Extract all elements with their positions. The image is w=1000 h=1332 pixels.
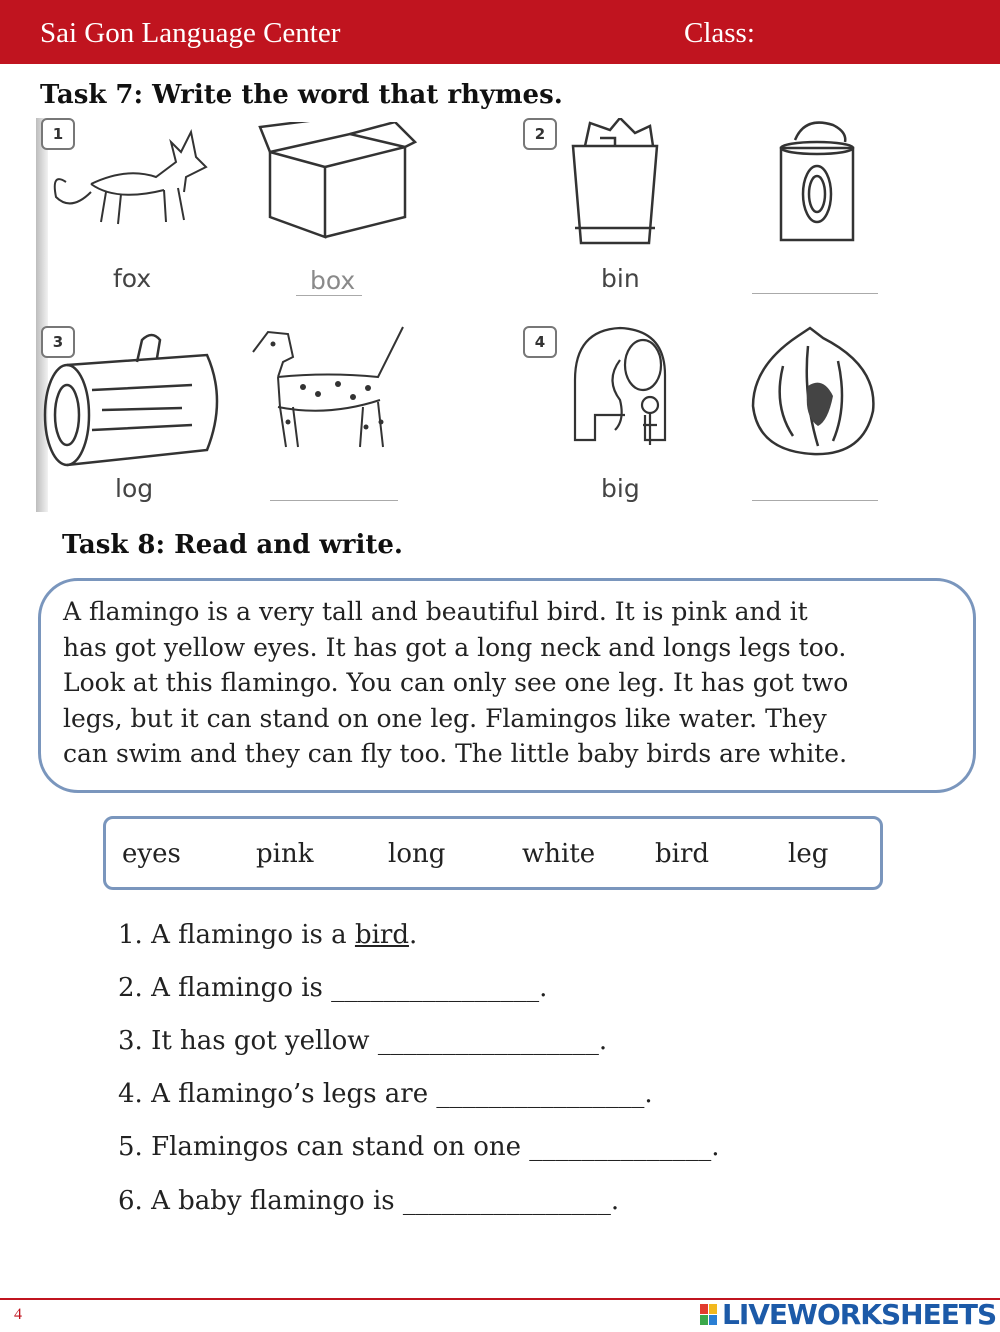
dog-icon <box>248 322 413 452</box>
question-number: 5. <box>118 1132 143 1162</box>
task8-title: Task 8: Read and write. <box>62 530 403 560</box>
word-bank-item: pink <box>256 839 314 869</box>
group1-answer[interactable]: box <box>310 266 356 295</box>
question-text: It has got yellow <box>151 1026 378 1056</box>
question-number: 2. <box>118 973 143 1003</box>
group1-answer-line <box>296 295 362 296</box>
group3-answer-line <box>270 500 398 501</box>
word-bank-item: eyes <box>122 839 181 869</box>
question-text: A flamingo is <box>151 973 332 1003</box>
question-text: A flamingo’s legs are <box>151 1079 437 1109</box>
fox-icon <box>46 122 216 232</box>
question-end: . <box>539 973 548 1003</box>
answer-field[interactable]: ________________ <box>402 1186 611 1216</box>
brand-name: LIVEWORKSHEETS <box>722 1298 997 1331</box>
fig-icon <box>748 326 883 458</box>
word-bank-item: long <box>388 839 446 869</box>
log-icon <box>42 330 232 470</box>
answer-field[interactable]: ________________ <box>436 1079 645 1109</box>
group2-word: bin <box>601 264 640 293</box>
question-text: A flamingo is a <box>151 920 355 950</box>
passage-line: A flamingo is a very tall and beautiful bird. It is pink and it <box>63 597 808 626</box>
question-number: 1. <box>118 920 143 950</box>
group-number-4: 4 <box>523 326 557 358</box>
answer-field[interactable]: bird <box>354 920 409 950</box>
group3-word: log <box>115 474 154 503</box>
reading-passage <box>38 578 976 793</box>
page-number: 4 <box>14 1306 22 1323</box>
tin-can-icon <box>775 120 860 246</box>
question-end: . <box>644 1079 653 1109</box>
page-header <box>0 0 1000 64</box>
group-number-2: 2 <box>523 118 557 150</box>
group4-answer-line <box>752 500 878 501</box>
question-number: 4. <box>118 1079 143 1109</box>
group-number-3: 3 <box>41 326 75 358</box>
word-bank-item: leg <box>788 839 829 869</box>
elephant-icon <box>565 320 685 450</box>
question-end: . <box>598 1026 608 1056</box>
passage-line: Look at this flamingo. You can only see one leg. It has got two <box>63 668 849 697</box>
question-end: . <box>610 1186 620 1216</box>
question-number: 3. <box>118 1026 143 1056</box>
question-end: . <box>711 1132 720 1162</box>
passage-line: can swim and they can fly too. The little baby birds are white. <box>63 739 848 768</box>
word-bank-item: white <box>522 839 596 869</box>
box-icon <box>255 122 425 242</box>
bin-icon <box>565 118 665 248</box>
task7-title: Task 7: Write the word that rhymes. <box>40 80 563 110</box>
group4-word: big <box>601 474 640 503</box>
question-2 <box>118 973 547 1003</box>
group1-word: fox <box>113 264 152 293</box>
question-text: A baby flamingo is <box>151 1186 403 1216</box>
group2-answer-line <box>752 293 878 294</box>
liveworksheets-logo-icon <box>700 1304 718 1326</box>
word-bank <box>103 816 883 890</box>
passage-line: has got yellow eyes. It has got a long neck and longs legs too. <box>63 632 847 662</box>
question-end: . <box>408 920 418 950</box>
question-text: Flamingos can stand on one <box>151 1132 530 1162</box>
passage-line: legs, but it can stand on one leg. Flamingos like water. They <box>63 703 827 733</box>
answer-field[interactable]: _________________ <box>377 1026 599 1056</box>
group-number-1: 1 <box>41 118 75 150</box>
question-6 <box>118 1186 619 1216</box>
question-3 <box>118 1026 607 1056</box>
question-number: 6. <box>118 1186 143 1216</box>
class-label: Class: <box>684 17 755 49</box>
question-1 <box>118 920 417 950</box>
question-5 <box>118 1132 720 1162</box>
question-4 <box>118 1079 653 1109</box>
word-bank-item: bird <box>655 839 710 869</box>
answer-field[interactable]: ______________ <box>529 1132 712 1162</box>
center-name: Sai Gon Language Center <box>40 17 341 49</box>
brand-watermark[interactable] <box>700 1298 1000 1332</box>
answer-field[interactable]: ________________ <box>331 973 540 1003</box>
